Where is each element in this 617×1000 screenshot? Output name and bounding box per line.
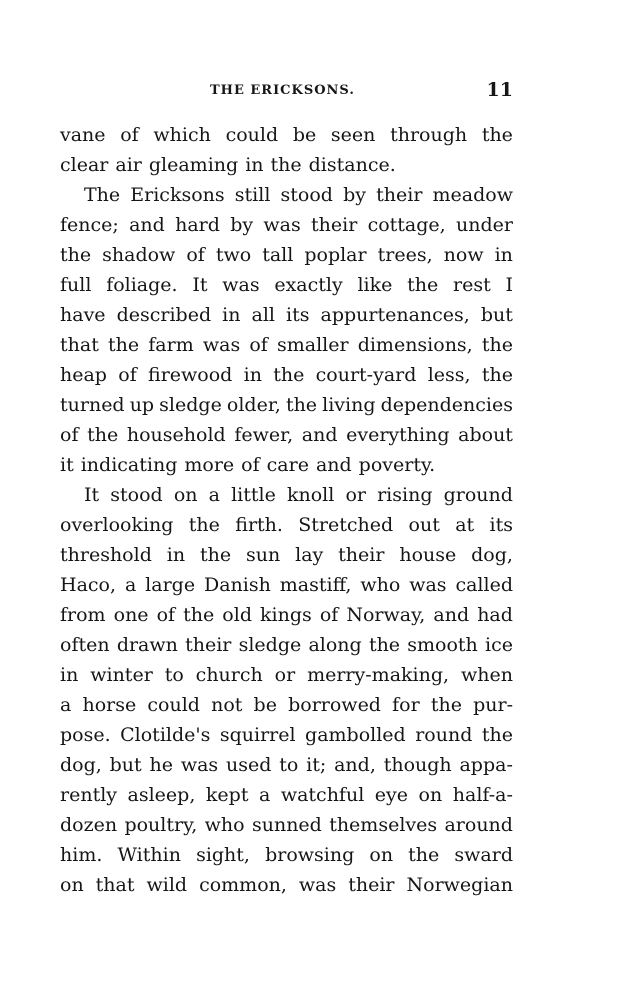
word: was <box>222 274 260 296</box>
word: firewood <box>148 364 233 386</box>
word: themselves <box>329 814 438 836</box>
word: care <box>266 454 309 476</box>
word: sun <box>246 544 281 566</box>
word: The <box>84 184 121 206</box>
word: Haco, <box>60 574 117 596</box>
word: from <box>60 604 106 626</box>
word: out <box>408 514 440 536</box>
word: sight, <box>196 844 250 866</box>
text-line <box>60 870 513 900</box>
word: living <box>322 394 376 416</box>
text-line <box>60 360 513 390</box>
word: poverty. <box>358 454 436 476</box>
word: the <box>407 274 439 296</box>
word: the <box>481 364 513 386</box>
word: was <box>409 574 447 596</box>
word: exactly <box>274 274 343 296</box>
word: which <box>153 124 211 146</box>
word: of <box>249 334 268 356</box>
word: wild <box>146 874 188 896</box>
word: the <box>481 334 513 356</box>
word: gleaming <box>148 154 239 176</box>
word: the <box>60 244 92 266</box>
word: Danish <box>203 574 271 596</box>
running-title: THE ERICKSONS. <box>210 83 355 98</box>
word: poplar <box>304 244 367 266</box>
word: could <box>225 124 279 146</box>
word: cottage, <box>367 214 446 236</box>
word: him. <box>60 844 103 866</box>
text-line <box>60 270 513 300</box>
word: at <box>455 514 475 536</box>
word: hard <box>175 214 220 236</box>
word: air <box>115 154 142 176</box>
word: of <box>120 124 139 146</box>
word: I <box>505 274 513 296</box>
word: the <box>183 604 215 626</box>
word: on <box>418 784 443 806</box>
word: browsing <box>265 844 355 866</box>
word: when <box>460 664 513 686</box>
word: that <box>95 874 135 896</box>
word: who <box>360 574 401 596</box>
word: foliage. <box>106 274 178 296</box>
word: the <box>199 544 232 566</box>
word: smaller <box>276 334 349 356</box>
word: a <box>124 574 137 596</box>
text-line <box>60 180 513 210</box>
word: was <box>263 214 301 236</box>
word: who <box>204 814 245 836</box>
word: winter <box>90 664 153 686</box>
word: used <box>226 754 272 776</box>
word: sunned <box>251 814 322 836</box>
word: the <box>408 844 440 866</box>
word: everything <box>346 424 450 446</box>
word: now <box>443 244 484 266</box>
word: merry-making, <box>307 664 450 686</box>
word: more <box>184 454 235 476</box>
word: horse <box>82 694 137 716</box>
word: or <box>345 484 366 506</box>
word: sledge <box>238 634 302 656</box>
word: through <box>390 124 468 146</box>
word: one <box>113 604 149 626</box>
word: the <box>430 694 462 716</box>
word: smooth <box>407 634 478 656</box>
word: by <box>230 214 254 236</box>
word: watchful <box>280 784 365 806</box>
text-line <box>60 570 513 600</box>
word: distance. <box>308 154 396 176</box>
word: the <box>107 334 140 356</box>
word: their <box>185 634 232 656</box>
word: not <box>211 694 243 716</box>
word: round <box>415 724 473 746</box>
word: along <box>308 634 362 656</box>
word: the <box>481 124 513 146</box>
word: meadow <box>432 184 513 206</box>
word: household <box>126 424 226 446</box>
word: dozen <box>60 814 118 836</box>
word: Clotilde's <box>120 724 211 746</box>
word: threshold <box>60 544 152 566</box>
word: tall <box>262 244 294 266</box>
word: appa- <box>459 754 513 776</box>
word: borrowed <box>288 694 381 716</box>
text-line <box>60 150 513 180</box>
body-text <box>60 120 513 900</box>
word: asleep, <box>127 784 196 806</box>
word: poultry, <box>124 814 198 836</box>
word: farm <box>148 334 194 356</box>
word: clear <box>60 154 109 176</box>
word: firth. <box>235 514 283 536</box>
word: church <box>195 664 263 686</box>
word: described <box>116 304 212 326</box>
word: large <box>145 574 196 596</box>
word: but <box>480 304 513 326</box>
word: vane <box>60 124 106 146</box>
word: and <box>129 214 165 236</box>
word: of <box>118 364 137 386</box>
word: court-yard <box>315 364 417 386</box>
word: around <box>444 814 513 836</box>
text-line <box>60 780 513 810</box>
word: old <box>222 604 252 626</box>
text-line <box>60 750 513 780</box>
word: was <box>298 874 337 896</box>
word: and, <box>334 754 376 776</box>
page-number: 11 <box>486 79 513 101</box>
word: on <box>173 484 198 506</box>
word: and <box>315 454 352 476</box>
word: have <box>60 304 106 326</box>
word: mastiff, <box>279 574 352 596</box>
word: stood <box>110 484 163 506</box>
word: dependencies <box>380 394 513 416</box>
word: on <box>369 844 394 866</box>
text-line <box>60 210 513 240</box>
word: of <box>241 454 260 476</box>
word: their <box>338 544 385 566</box>
text-line <box>60 600 513 630</box>
word: eye <box>374 784 409 806</box>
word: by <box>343 184 366 206</box>
word: fence; <box>60 214 119 236</box>
word: about <box>458 424 513 446</box>
word: still <box>234 184 271 206</box>
word: little <box>231 484 276 506</box>
word: shadow <box>102 244 176 266</box>
word: the <box>368 634 401 656</box>
word: was <box>180 754 219 776</box>
word: in <box>494 244 513 266</box>
word: the <box>270 154 302 176</box>
word: all <box>251 304 275 326</box>
word: Stretched <box>298 514 394 536</box>
word: overlooking <box>60 514 174 536</box>
word: but <box>109 754 142 776</box>
word: a <box>208 484 220 506</box>
word: two <box>215 244 252 266</box>
word: gambolled <box>305 724 406 746</box>
word: turned <box>60 394 125 416</box>
text-line <box>60 510 513 540</box>
word: squirrel <box>219 724 296 746</box>
word: its <box>489 514 513 536</box>
text-line <box>60 330 513 360</box>
word: was <box>202 334 241 356</box>
word: older, <box>226 394 281 416</box>
word: had <box>477 604 513 626</box>
word: Norwegian <box>406 874 513 896</box>
word: Ericksons <box>130 184 225 206</box>
word: half-a- <box>452 784 513 806</box>
word: the <box>481 724 513 746</box>
word: to <box>164 664 184 686</box>
word: It <box>192 274 208 296</box>
text-line <box>60 540 513 570</box>
word: indicating <box>80 454 178 476</box>
word: a <box>60 694 72 716</box>
word: under <box>455 214 513 236</box>
word: Norway, <box>346 604 426 626</box>
word: dimensions, <box>357 334 473 356</box>
word: stood <box>280 184 333 206</box>
word: often <box>60 634 110 656</box>
word: It <box>84 484 100 506</box>
word: of <box>156 604 176 626</box>
text-line <box>60 120 513 150</box>
word: their <box>311 214 358 236</box>
word: pur- <box>473 694 513 716</box>
word: and <box>433 604 470 626</box>
word: the <box>87 424 119 446</box>
word: dog, <box>60 754 102 776</box>
word: kept <box>205 784 249 806</box>
text-line <box>60 450 513 480</box>
word: and <box>301 424 338 446</box>
word: heap <box>60 364 107 386</box>
running-head <box>60 80 513 102</box>
word: lay <box>295 544 324 566</box>
text-line <box>60 630 513 660</box>
word: could <box>147 694 200 716</box>
word: house <box>399 544 457 566</box>
word: in <box>243 364 262 386</box>
text-line <box>60 840 513 870</box>
word: the <box>285 394 318 416</box>
text-line <box>60 240 513 270</box>
word: that <box>60 334 99 356</box>
word: drawn <box>116 634 178 656</box>
word: rising <box>377 484 433 506</box>
word: the <box>273 364 305 386</box>
word: it; <box>306 754 327 776</box>
word: fewer, <box>234 424 294 446</box>
word: of <box>60 424 79 446</box>
word: on <box>60 874 84 896</box>
word: or <box>274 664 296 686</box>
text-line <box>60 690 513 720</box>
word: their <box>348 874 395 896</box>
word: in <box>245 154 264 176</box>
word: appurtenances, <box>320 304 470 326</box>
word: sledge <box>159 394 222 416</box>
word: pose. <box>60 724 111 746</box>
text-line <box>60 810 513 840</box>
word: its <box>286 304 310 326</box>
word: knoll <box>286 484 335 506</box>
text-line <box>60 420 513 450</box>
word: though <box>383 754 452 776</box>
word: to <box>279 754 299 776</box>
word: trees, <box>377 244 433 266</box>
word: he <box>149 754 173 776</box>
text-line <box>60 720 513 750</box>
word: of <box>186 244 205 266</box>
text-line <box>60 480 513 510</box>
word: kings <box>260 604 312 626</box>
word: sward <box>454 844 513 866</box>
word: the <box>188 514 220 536</box>
word: their <box>376 184 423 206</box>
text-line <box>60 660 513 690</box>
word: up <box>129 394 155 416</box>
word: of <box>319 604 339 626</box>
word: Within <box>117 844 181 866</box>
word: rently <box>60 784 118 806</box>
word: in <box>60 664 79 686</box>
word: ice <box>485 634 513 656</box>
word: like <box>357 274 393 296</box>
word: less, <box>427 364 471 386</box>
word: called <box>455 574 513 596</box>
text-line <box>60 390 513 420</box>
word: dog, <box>471 544 513 566</box>
word: seen <box>330 124 376 146</box>
word: a <box>258 784 271 806</box>
word: be <box>253 694 277 716</box>
word: common, <box>199 874 287 896</box>
word: ground <box>443 484 513 506</box>
word: rest <box>453 274 491 296</box>
word: in <box>222 304 241 326</box>
word: full <box>60 274 92 296</box>
word: for <box>392 694 420 716</box>
text-line <box>60 300 513 330</box>
word: it <box>60 454 74 476</box>
word: in <box>166 544 186 566</box>
word: be <box>292 124 317 146</box>
